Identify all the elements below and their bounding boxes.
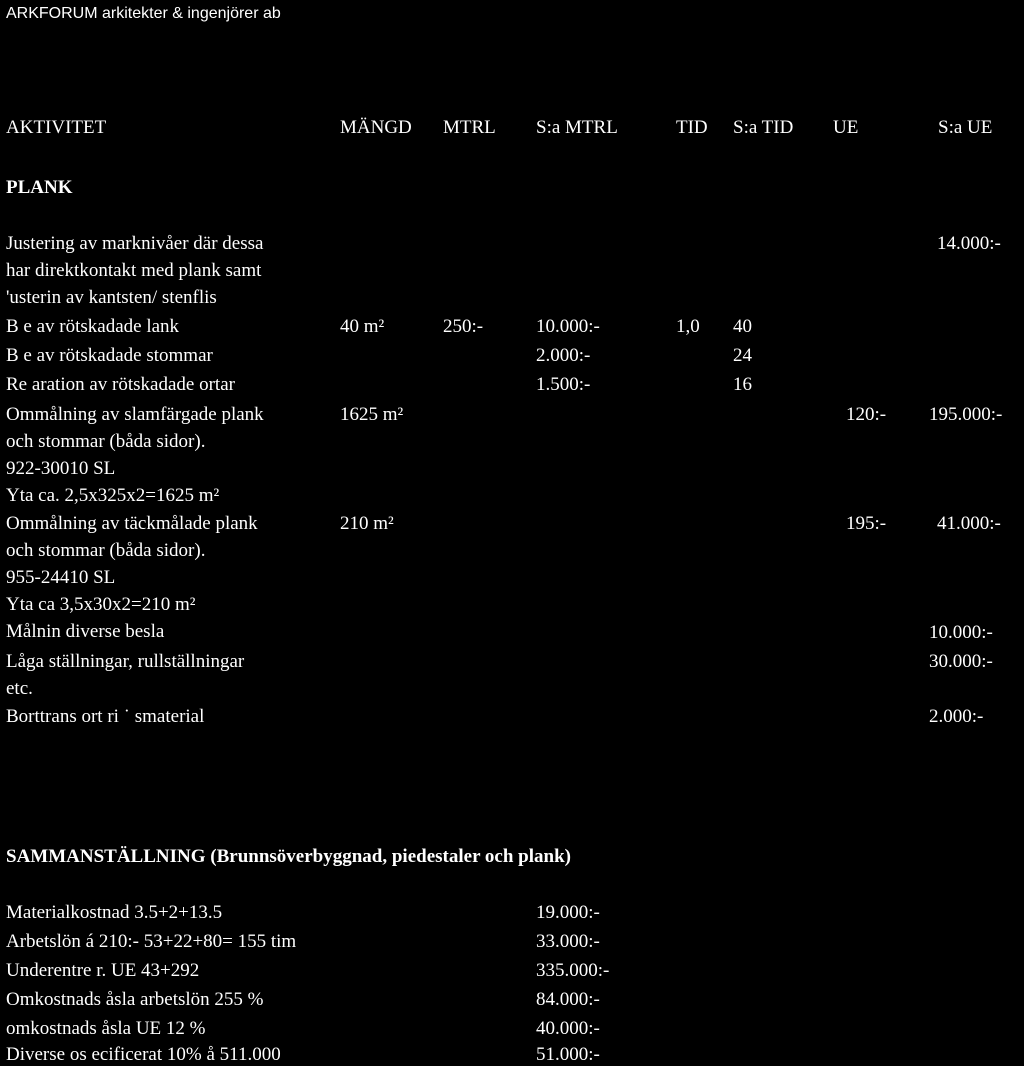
row-activity-line: och stommar (båda sidor).: [6, 431, 206, 452]
summary-label: Underentre r. UE 43+292: [6, 960, 200, 981]
row-tid: 1,0: [676, 316, 700, 337]
row-activity-line: Låga ställningar, rullställningar: [6, 651, 245, 672]
summary-value: 40.000:-: [536, 1018, 600, 1039]
row-activity-line: Borttrans ort ri ˙ smaterial: [6, 706, 205, 727]
summary-value: 84.000:-: [536, 989, 600, 1010]
row-ue: 195:-: [846, 513, 887, 534]
row-sa-ue: 195.000:-: [929, 404, 1003, 425]
row-sa-mtrl: 2.000:-: [536, 345, 591, 366]
row-activity-line: har direktkontakt med plank samt: [6, 260, 262, 281]
col-header-tid: TID: [676, 117, 708, 138]
row-activity-line: 922-30010 SL: [6, 458, 116, 479]
row-activity-line: Yta ca. 2,5x325x2=1625 m²: [6, 485, 220, 506]
row-sa-tid: 24: [733, 345, 752, 366]
company-name: ARKFORUM arkitekter & ingenjörer ab: [6, 5, 281, 22]
row-mtrl: 250:-: [443, 316, 484, 337]
row-sa-mtrl: 10.000:-: [536, 316, 600, 337]
row-activity-line: Målnin diverse besla: [6, 621, 165, 642]
row-activity-line: 'usterin av kantsten/ stenflis: [6, 287, 217, 308]
row-sa-tid: 40: [733, 316, 752, 337]
col-header-sa-ue: S:a UE: [938, 117, 993, 138]
summary-label: Diverse os ecificerat 10% å 511.000: [6, 1044, 281, 1065]
row-ue: 120:-: [846, 404, 887, 425]
row-activity-clip: [6, 620, 306, 642]
row-activity-line: B e av rötskadade stommar: [6, 345, 213, 366]
summary-value: 19.000:-: [536, 902, 600, 923]
summary-label: Omkostnads åsla arbetslön 255 %: [6, 989, 264, 1010]
summary-title: SAMMANSTÄLLNING (Brunnsöverbyggnad, piedestaler och plank): [6, 846, 571, 867]
row-activity-line: etc.: [6, 678, 33, 699]
col-header-ue: UE: [833, 117, 859, 138]
row-activity-line: Ommålning av täckmålade plank: [6, 513, 258, 534]
row-mangd: 210 m²: [340, 513, 394, 534]
col-header-mangd: MÄNGD: [340, 117, 412, 138]
row-sa-tid: 16: [733, 374, 752, 395]
row-sa-ue: 41.000:-: [937, 513, 1001, 534]
row-sa-mtrl: 1.500:-: [536, 374, 591, 395]
col-header-sa-tid: S:a TID: [733, 117, 794, 138]
row-sa-ue: 30.000:-: [929, 651, 993, 672]
row-activity-line: B e av rötskadade lank: [6, 316, 180, 337]
row-activity-line: Ommålning av slamfärgade plank: [6, 404, 264, 425]
col-header-activity: AKTIVITET: [6, 117, 107, 138]
col-header-mtrl: MTRL: [443, 117, 496, 138]
summary-value: 51.000:-: [536, 1044, 600, 1065]
section-title: PLANK: [6, 177, 73, 198]
row-activity-line: Justering av marknivåer där dessa: [6, 233, 264, 254]
row-mangd: 1625 m²: [340, 404, 404, 425]
summary-label: omkostnads åsla UE 12 %: [6, 1018, 206, 1039]
row-activity-line: Yta ca 3,5x30x2=210 m²: [6, 594, 196, 615]
summary-value: 335.000:-: [536, 960, 610, 981]
row-sa-ue: 10.000:-: [929, 622, 993, 643]
summary-label: Materialkostnad 3.5+2+13.5: [6, 902, 223, 923]
row-sa-ue: 14.000:-: [937, 233, 1001, 254]
summary-value: 33.000:-: [536, 931, 600, 952]
row-activity-line: och stommar (båda sidor).: [6, 540, 206, 561]
col-header-sa-mtrl: S:a MTRL: [536, 117, 618, 138]
row-activity-line: Re aration av rötskadade ortar: [6, 374, 235, 395]
row-mangd: 40 m²: [340, 316, 385, 337]
summary-label: Arbetslön á 210:- 53+22+80= 155 tim: [6, 931, 297, 952]
row-sa-ue: 2.000:-: [929, 706, 984, 727]
row-activity-line: 955-24410 SL: [6, 567, 116, 588]
